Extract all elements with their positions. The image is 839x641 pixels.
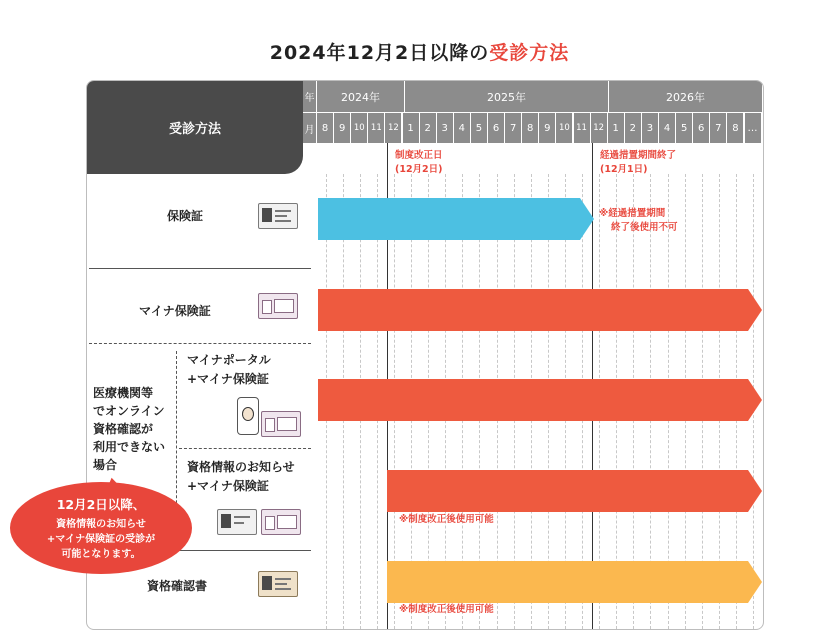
- month-cell: …: [745, 113, 762, 143]
- month-cell: 8: [317, 113, 334, 143]
- insurance-card-icon: [258, 203, 298, 229]
- header-label: 受診方法: [87, 81, 303, 174]
- month-cell: 5: [676, 113, 693, 143]
- month-cell: 12: [385, 113, 402, 143]
- smartphone-icon: [237, 397, 259, 435]
- group-label-offline: 医療機関等 でオンライン 資格確認が 利用できない 場合: [93, 386, 166, 472]
- row-separator: [89, 268, 311, 269]
- callout-bubble: 12月2日以降、 資格情報のお知らせ +マイナ保険証の受診が 可能となります。: [10, 482, 192, 574]
- row-label-notice: 資格情報のお知らせ +マイナ保険証: [187, 460, 295, 493]
- my-number-card-icon: [258, 293, 298, 319]
- page-title: 2024年12月2日以降の受診方法: [269, 42, 570, 64]
- month-marker: 月: [303, 113, 317, 143]
- row-separator: [179, 448, 311, 449]
- month-cell: 10: [556, 113, 573, 143]
- after-reform-note-1: ※制度改正後使用可能: [399, 514, 494, 525]
- certificate-bar: [387, 561, 764, 603]
- year-marker: 年: [303, 81, 317, 112]
- portal-bar-shape: [318, 379, 762, 421]
- month-cell: 1: [608, 113, 625, 143]
- month-cell: 2: [420, 113, 437, 143]
- month-cell: 4: [454, 113, 471, 143]
- row-label-insurance-card: 保険証: [167, 209, 204, 223]
- after-reform-note-2: ※制度改正後使用可能: [399, 604, 494, 615]
- reform-date-note: 制度改正日 (12月2日): [395, 150, 443, 175]
- month-cell: 11: [368, 113, 385, 143]
- notice-bar-shape: [387, 470, 762, 512]
- row-label-portal: マイナポータル +マイナ保険証: [187, 353, 271, 386]
- my-number-card-icon: [261, 509, 301, 535]
- my-number-card-icon: [261, 411, 301, 437]
- year-2024: 2024年: [317, 81, 405, 112]
- portal-bar: [318, 379, 764, 421]
- month-cell: 7: [505, 113, 522, 143]
- month-cell: 3: [437, 113, 454, 143]
- month-cell: 2: [625, 113, 642, 143]
- row-label-my-number-card: マイナ保険証: [139, 304, 211, 318]
- certificate-card-icon: [258, 571, 298, 597]
- month-cell: 5: [471, 113, 488, 143]
- year-2026: 2026年: [609, 81, 763, 112]
- month-cell: 10: [351, 113, 368, 143]
- expired-note: ※経過措置期間 終了後使用不可: [599, 208, 678, 233]
- month-cell: 9: [334, 113, 351, 143]
- month-cell: 4: [659, 113, 676, 143]
- year-2025: 2025年: [405, 81, 609, 112]
- certificate-bar-shape: [387, 561, 762, 603]
- month-cell: 3: [642, 113, 659, 143]
- month-cell: 9: [539, 113, 556, 143]
- month-cell: 11: [574, 113, 591, 143]
- month-cell: 7: [710, 113, 727, 143]
- row-label-certificate: 資格確認書: [147, 579, 208, 593]
- insurance-card-bar: [318, 198, 596, 240]
- month-cell: 1: [403, 113, 420, 143]
- month-cell: 6: [693, 113, 710, 143]
- my-number-card-bar: [318, 289, 764, 331]
- row-separator: [89, 343, 311, 344]
- insurance-card-bar-shape: [318, 198, 594, 240]
- month-cell: 12: [591, 113, 608, 143]
- notice-card-icon: [217, 509, 257, 535]
- transition-end-note: 経過措置期間終了 (12月1日): [600, 150, 677, 175]
- month-cell: 8: [727, 113, 744, 143]
- notice-bar: [387, 470, 764, 512]
- my-number-card-bar-shape: [318, 289, 762, 331]
- month-cell: 8: [522, 113, 539, 143]
- month-cell: 6: [488, 113, 505, 143]
